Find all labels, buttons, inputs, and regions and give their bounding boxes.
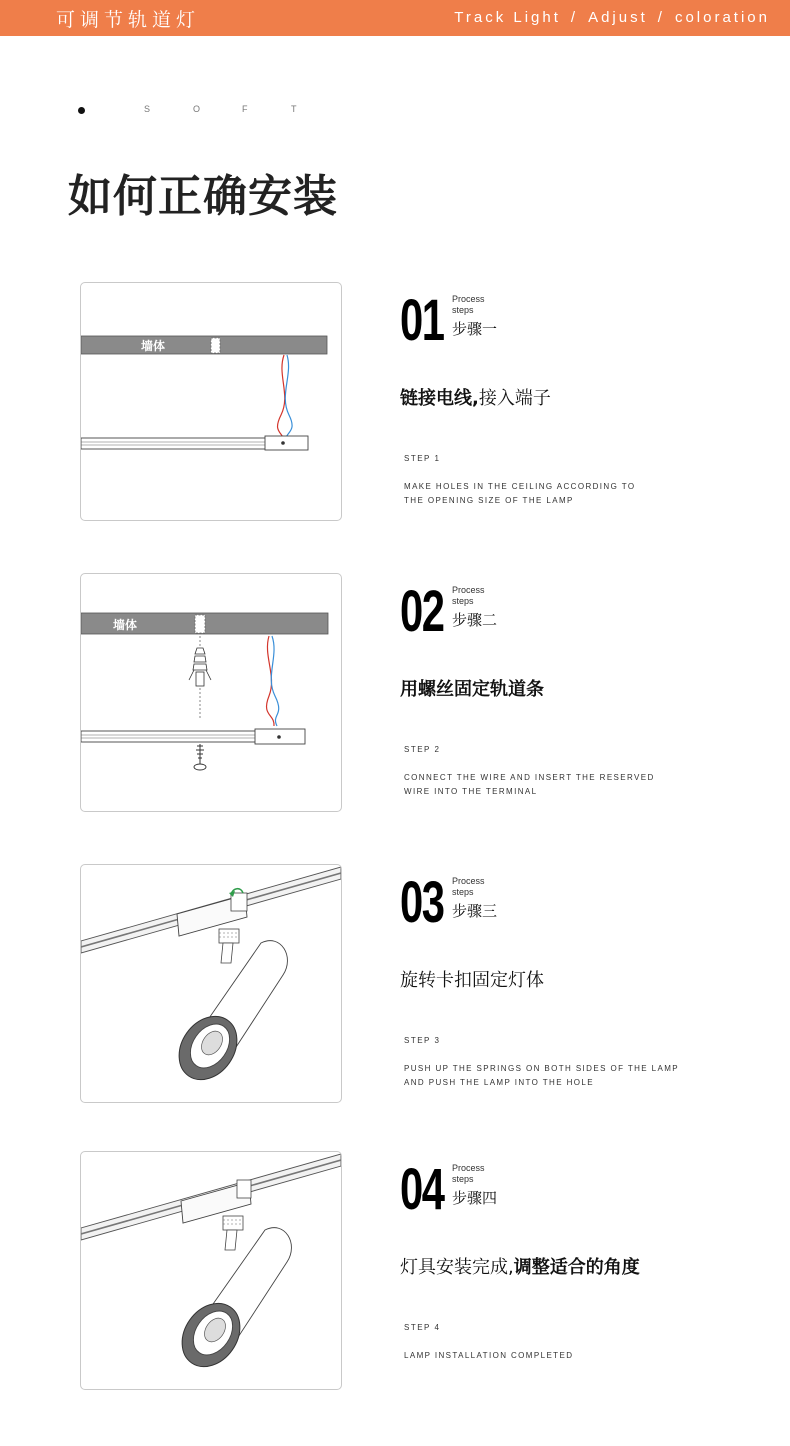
step-description	[404, 1062, 704, 1090]
header-bar	[0, 0, 790, 36]
step-label: STEP 4	[404, 1323, 441, 1332]
step-4-illustration	[80, 1151, 342, 1390]
headline-bold: 链接电线,	[400, 388, 479, 409]
lamp-complete-illustration	[81, 1152, 341, 1389]
desc-line: CONNECT THE WIRE AND INSERT THE RESERVED	[404, 773, 655, 782]
soft-letter: S	[144, 104, 151, 114]
step-description	[404, 1349, 704, 1363]
process-steps-label	[452, 876, 485, 898]
step-cn-label: 步骤三	[452, 902, 498, 920]
desc-line: AND PUSH THE LAMP INTO THE HOLE	[404, 1078, 594, 1087]
steps-word: steps	[452, 1174, 474, 1184]
step-cn-label: 步骤四	[452, 1189, 498, 1207]
process-steps-label	[452, 1163, 485, 1185]
steps-word: steps	[452, 305, 474, 315]
steps-word: steps	[452, 887, 474, 897]
screw-fixing-illustration	[81, 574, 341, 811]
headline-bold: 调整适合的角度	[513, 1257, 640, 1278]
tagline-coloration: coloration	[674, 9, 770, 26]
step-3-illustration	[80, 864, 342, 1103]
step-number: 04	[400, 1157, 444, 1222]
tagline-track-light: Track Light	[454, 9, 561, 26]
step-headline	[400, 384, 551, 410]
wall-label: 墙体	[113, 618, 138, 632]
step-headline	[400, 675, 544, 701]
headline-rest: 灯具安装完成,	[400, 1257, 514, 1278]
step-headline	[400, 966, 544, 992]
steps-word: steps	[452, 596, 474, 606]
bullet-dot-icon	[78, 107, 85, 114]
soft-letter: T	[291, 104, 297, 114]
tagline-adjust: Adjust	[588, 9, 648, 26]
desc-line: LAMP INSTALLATION COMPLETED	[404, 1351, 574, 1360]
step-1-illustration	[80, 282, 342, 521]
headline-rest: 旋转卡扣固定灯体	[400, 970, 544, 991]
tagline-separator: /	[570, 9, 579, 26]
desc-line: WIRE INTO THE TERMINAL	[404, 787, 538, 796]
page-title: 如何正确安装	[68, 171, 338, 222]
headline-rest: 接入端子	[478, 388, 551, 409]
process-steps-label	[452, 585, 485, 607]
step-label: STEP 1	[404, 454, 441, 463]
step-headline	[400, 1253, 640, 1279]
desc-line: THE OPENING SIZE OF THE LAMP	[404, 496, 574, 505]
header-title: 可调节轨道灯	[56, 9, 201, 31]
step-label: STEP 3	[404, 1036, 441, 1045]
lamp-rotate-illustration	[81, 865, 341, 1102]
step-cn-label: 步骤一	[452, 320, 498, 338]
step-number: 03	[400, 870, 444, 935]
process-steps-label	[452, 294, 485, 316]
desc-line: PUSH UP THE SPRINGS ON BOTH SIDES OF THE LAMP	[404, 1064, 680, 1073]
wall-label: 墙体	[141, 339, 166, 353]
desc-line: MAKE HOLES IN THE CEILING ACCORDING TO	[404, 482, 636, 491]
process-word: Process	[452, 294, 485, 304]
soft-letters	[144, 104, 340, 114]
wire-connection-illustration	[81, 283, 341, 520]
step-number: 01	[400, 288, 444, 353]
tagline-separator: /	[657, 9, 665, 26]
soft-letter: F	[242, 104, 248, 114]
step-label: STEP 2	[404, 745, 441, 754]
step-2-illustration	[80, 573, 342, 812]
step-description	[404, 771, 704, 799]
process-word: Process	[452, 876, 485, 886]
step-cn-label: 步骤二	[452, 611, 498, 629]
step-number: 02	[400, 579, 444, 644]
soft-letter: O	[193, 104, 201, 114]
process-word: Process	[452, 585, 485, 595]
process-word: Process	[452, 1163, 485, 1173]
headline-bold: 用螺丝固定轨道条	[400, 679, 544, 700]
header-tagline	[454, 9, 770, 26]
step-description	[404, 480, 704, 508]
